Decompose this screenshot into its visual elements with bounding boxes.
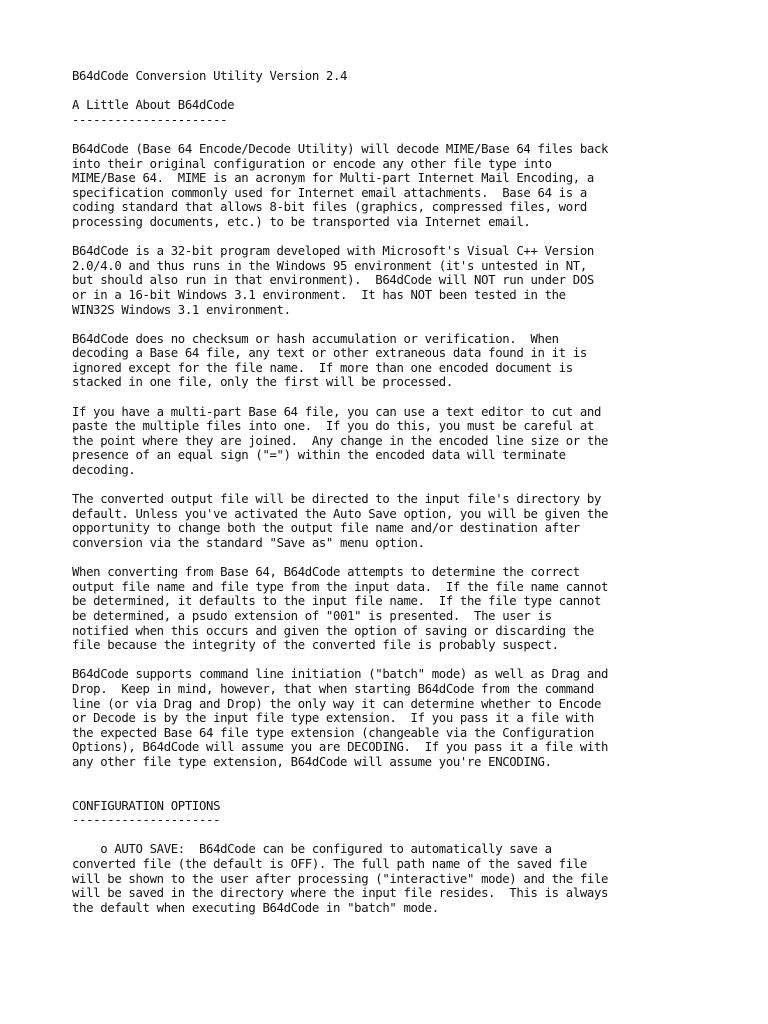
text-line: stacked in one file, only the first will be processed. [72,375,453,390]
text-line: line (or via Drag and Drop) the only way it can determine whether to Encode [72,696,602,711]
text-line: any other file type extension, B64dCode will assume you're ENCODING. [72,754,552,769]
text-line: ignored except for the file name. If more than one encoded document is [72,360,573,375]
paragraph-intro [72,142,752,230]
text-line: the point where they are joined. Any change in the encoded line size or the [72,433,609,448]
text-line: o AUTO SAVE: B64dCode can be configured to automatically save a [72,842,552,857]
text-line: the default when executing B64dCode in "batch" mode. [72,900,439,915]
text-line: paste the multiple files into one. If you do this, you must be careful at [72,419,594,434]
text-line: default. Unless you've activated the Auto Save option, you will be given the [72,506,609,521]
paragraph-multipart [72,405,752,478]
text-line: conversion via the standard "Save as" menu option. [72,536,425,550]
text-line: When converting from Base 64, B64dCode attempts to determine the correct [72,565,580,580]
paragraph-batch-mode [72,667,752,769]
text-line: notified when this occurs and given the option of saving or discarding the [72,623,594,638]
text-line: file because the integrity of the converted file is probably suspect. [72,638,559,653]
text-line: or in a 16-bit Windows 3.1 environment. It has NOT been tested in the [72,287,566,302]
section-heading-underline: --------------------- [72,813,221,828]
text-line: into their original configuration or encode any other file type into [72,156,552,171]
text-line: processing documents, etc.) to be transported via Internet email. [72,214,531,229]
text-line: specification commonly used for Internet email attachments. Base 64 is a [72,185,587,200]
section-heading: A Little About B64dCode [72,98,235,113]
section-heading-block [72,98,752,127]
text-line: decoding. [72,463,136,478]
text-line: opportunity to change both the output file name and/or destination after [72,521,580,536]
section-heading-block [72,799,752,828]
text-line: be determined, it defaults to the input file name. If the file type cannot [72,594,602,609]
text-line: 2.0/4.0 and thus runs in the Windows 95 environment (it's untested in NT, [72,258,587,273]
text-line: B64dCode (Base 64 Encode/Decode Utility) will decode MIME/Base 64 files back [72,141,609,156]
text-line: Drop. Keep in mind, however, that when starting B64dCode from the command [72,681,594,696]
text-line: will be saved in the directory where the input file resides. This is always [72,886,609,901]
paragraph-output-file [72,492,752,550]
text-line: the expected Base 64 file type extension (changeable via the Configuration [72,725,594,740]
section-heading-underline: ---------------------- [72,112,228,127]
text-line: If you have a multi-part Base 64 file, you can use a text editor to cut and [72,404,602,419]
text-line: output file name and file type from the input data. If the file name cannot [72,579,609,594]
paragraph-auto-save-option [72,842,752,915]
document-title: B64dCode Conversion Utility Version 2.4 [72,69,348,83]
text-line: converted file (the default is OFF). The full path name of the saved file [72,857,587,872]
text-line: B64dCode does no checksum or hash accumulation or verification. When [72,331,559,346]
document-body [72,69,752,930]
text-line: or Decode is by the input file type extension. If you pass it a file with [72,711,594,726]
text-line: presence of an equal sign ("=") within the encoded data will terminate [72,448,566,463]
text-line: but should also run in that environment). B64dCode will NOT run under DOS [72,273,594,288]
text-line: will be shown to the user after processing ("interactive" mode) and the file [72,871,609,886]
paragraph-environment [72,244,752,317]
text-line: be determined, a psudo extension of "001" is presented. The user is [72,608,552,623]
text-line: decoding a Base 64 file, any text or other extraneous data found in it is [72,346,587,361]
text-line: B64dCode is a 32-bit program developed with Microsoft's Visual C++ Version [72,244,594,259]
text-line: WIN32S Windows 3.1 environment. [72,302,291,317]
text-line: coding standard that allows 8-bit files (graphics, compressed files, word [72,200,587,215]
text-line: B64dCode supports command line initiation ("batch" mode) as well as Drag and [72,667,609,682]
paragraph-converting [72,565,752,653]
document-title-block [72,69,752,84]
text-line: MIME/Base 64. MIME is an acronym for Multi-part Internet Mail Encoding, a [72,171,594,186]
section-heading: CONFIGURATION OPTIONS [72,798,221,813]
text-line: The converted output file will be directed to the input file's directory by [72,492,602,507]
paragraph-checksum [72,332,752,390]
text-line: Options), B64dCode will assume you are DECODING. If you pass it a file with [72,740,609,755]
